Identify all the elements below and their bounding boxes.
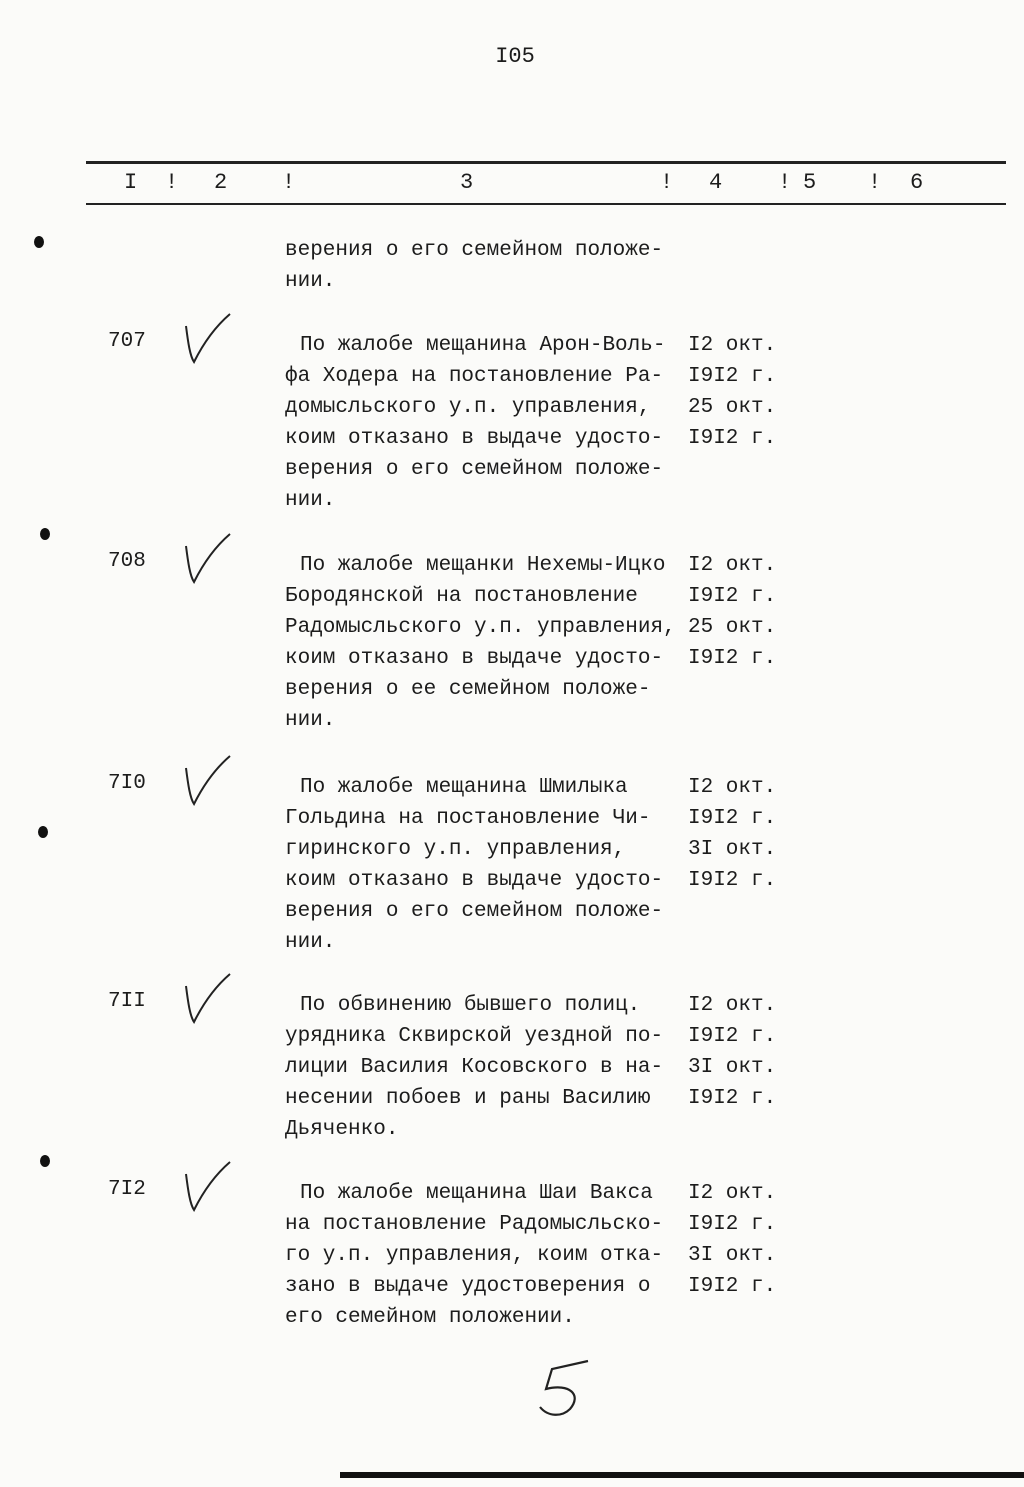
entry-date: I2 окт. <box>688 1182 777 1205</box>
header-separator: ! <box>165 170 179 195</box>
header-col-6: 6 <box>910 170 924 195</box>
entry-date: 25 окт. <box>688 616 777 639</box>
entry-text-line: лиции Василия Косовского в на- <box>285 1056 664 1079</box>
entry-date: I9I2 г. <box>688 1025 777 1048</box>
punch-hole-mark <box>34 236 44 248</box>
entry-text-line: Дьяченко. <box>285 1118 399 1141</box>
table-header-rule <box>86 203 1006 205</box>
handwritten-checkmark-icon <box>168 754 238 814</box>
entry-text-line: Радомысльского у.п. управления, <box>285 616 676 639</box>
header-separator: ! <box>282 170 296 195</box>
entry-date: I9I2 г. <box>688 427 777 450</box>
entry-date: I2 окт. <box>688 994 777 1017</box>
header-col-2: 2 <box>214 170 228 195</box>
entry-number: 708 <box>108 550 146 573</box>
entry-date: I9I2 г. <box>688 365 777 388</box>
table-top-rule <box>86 161 1006 164</box>
entry-text-line: По жалобе мещанина Шаи Вакса <box>300 1182 653 1205</box>
entry-text-line: По обвинению бывшего полиц. <box>300 994 641 1017</box>
entry-text-line: коим отказано в выдаче удосто- <box>285 647 664 670</box>
entry-text-line: верения о его семейном положе- <box>285 900 664 923</box>
entry-date: I9I2 г. <box>688 647 777 670</box>
entry-text-line: По жалобе мещанки Нехемы-Ицко <box>300 554 666 577</box>
entry-text-line: гиринского у.п. управления, <box>285 838 626 861</box>
header-col-4: 4 <box>709 170 723 195</box>
entry-text-line: По жалобе мещанина Шмилыка <box>300 776 628 799</box>
entry-text-line: нии. <box>285 270 336 293</box>
entry-text-line: нии. <box>285 489 336 512</box>
entry-text-line: домысльского у.п. управления, <box>285 396 651 419</box>
entry-date: I9I2 г. <box>688 585 777 608</box>
entry-date: I2 окт. <box>688 554 777 577</box>
entry-date: 3I окт. <box>688 838 777 861</box>
entry-number: 7II <box>108 990 146 1013</box>
entry-text-line: Бородянской на постановление <box>285 585 638 608</box>
handwritten-checkmark-icon <box>168 532 238 592</box>
handwritten-mark-5 <box>530 1355 600 1425</box>
handwritten-checkmark-icon <box>168 312 238 372</box>
entry-date: I9I2 г. <box>688 1087 777 1110</box>
entry-text-line: урядника Сквирской уездной по- <box>285 1025 664 1048</box>
entry-text-line: зано в выдаче удостоверения о <box>285 1275 651 1298</box>
entry-text-line: несении побоев и раны Василию <box>285 1087 651 1110</box>
entry-text-line: го у.п. управления, коим отка- <box>285 1244 664 1267</box>
entry-text-line: По жалобе мещанина Арон-Воль- <box>300 334 666 357</box>
punch-hole-mark <box>40 1155 50 1167</box>
entry-number: 707 <box>108 330 146 353</box>
entry-date: I9I2 г. <box>688 869 777 892</box>
handwritten-checkmark-icon <box>168 972 238 1032</box>
header-col-3: 3 <box>460 170 474 195</box>
page-bottom-rule <box>340 1472 1024 1478</box>
entry-text-line: верения о его семейном положе- <box>285 458 664 481</box>
entry-date: I2 окт. <box>688 334 777 357</box>
page-number: I05 <box>495 44 535 69</box>
entry-date: 3I окт. <box>688 1244 777 1267</box>
header-col-5: 5 <box>803 170 817 195</box>
entry-text-line: Гольдина на постановление Чи- <box>285 807 651 830</box>
entry-text-line: верения о его семейном положе- <box>285 239 664 262</box>
entry-text-line: фа Ходера на постановление Ра- <box>285 365 664 388</box>
header-separator: ! <box>778 170 792 195</box>
entry-date: I2 окт. <box>688 776 777 799</box>
entry-number: 7I2 <box>108 1178 146 1201</box>
entry-date: 3I окт. <box>688 1056 777 1079</box>
entry-date: I9I2 г. <box>688 807 777 830</box>
entry-text-line: на постановление Радомысльско- <box>285 1213 664 1236</box>
header-separator: ! <box>660 170 674 195</box>
punch-hole-mark <box>40 528 50 540</box>
handwritten-checkmark-icon <box>168 1160 238 1220</box>
entry-text-line: нии. <box>285 709 336 732</box>
entry-date: I9I2 г. <box>688 1275 777 1298</box>
entry-date: 25 окт. <box>688 396 777 419</box>
punch-hole-mark <box>38 826 48 838</box>
entry-text-line: коим отказано в выдаче удосто- <box>285 427 664 450</box>
header-separator: ! <box>868 170 882 195</box>
entry-text-line: нии. <box>285 931 336 954</box>
entry-text-line: коим отказано в выдаче удосто- <box>285 869 664 892</box>
entry-text-line: его семейном положении. <box>285 1306 575 1329</box>
entry-date: I9I2 г. <box>688 1213 777 1236</box>
entry-number: 7I0 <box>108 772 146 795</box>
header-col-1: I <box>124 170 138 195</box>
entry-text-line: верения о ее семейном положе- <box>285 678 651 701</box>
